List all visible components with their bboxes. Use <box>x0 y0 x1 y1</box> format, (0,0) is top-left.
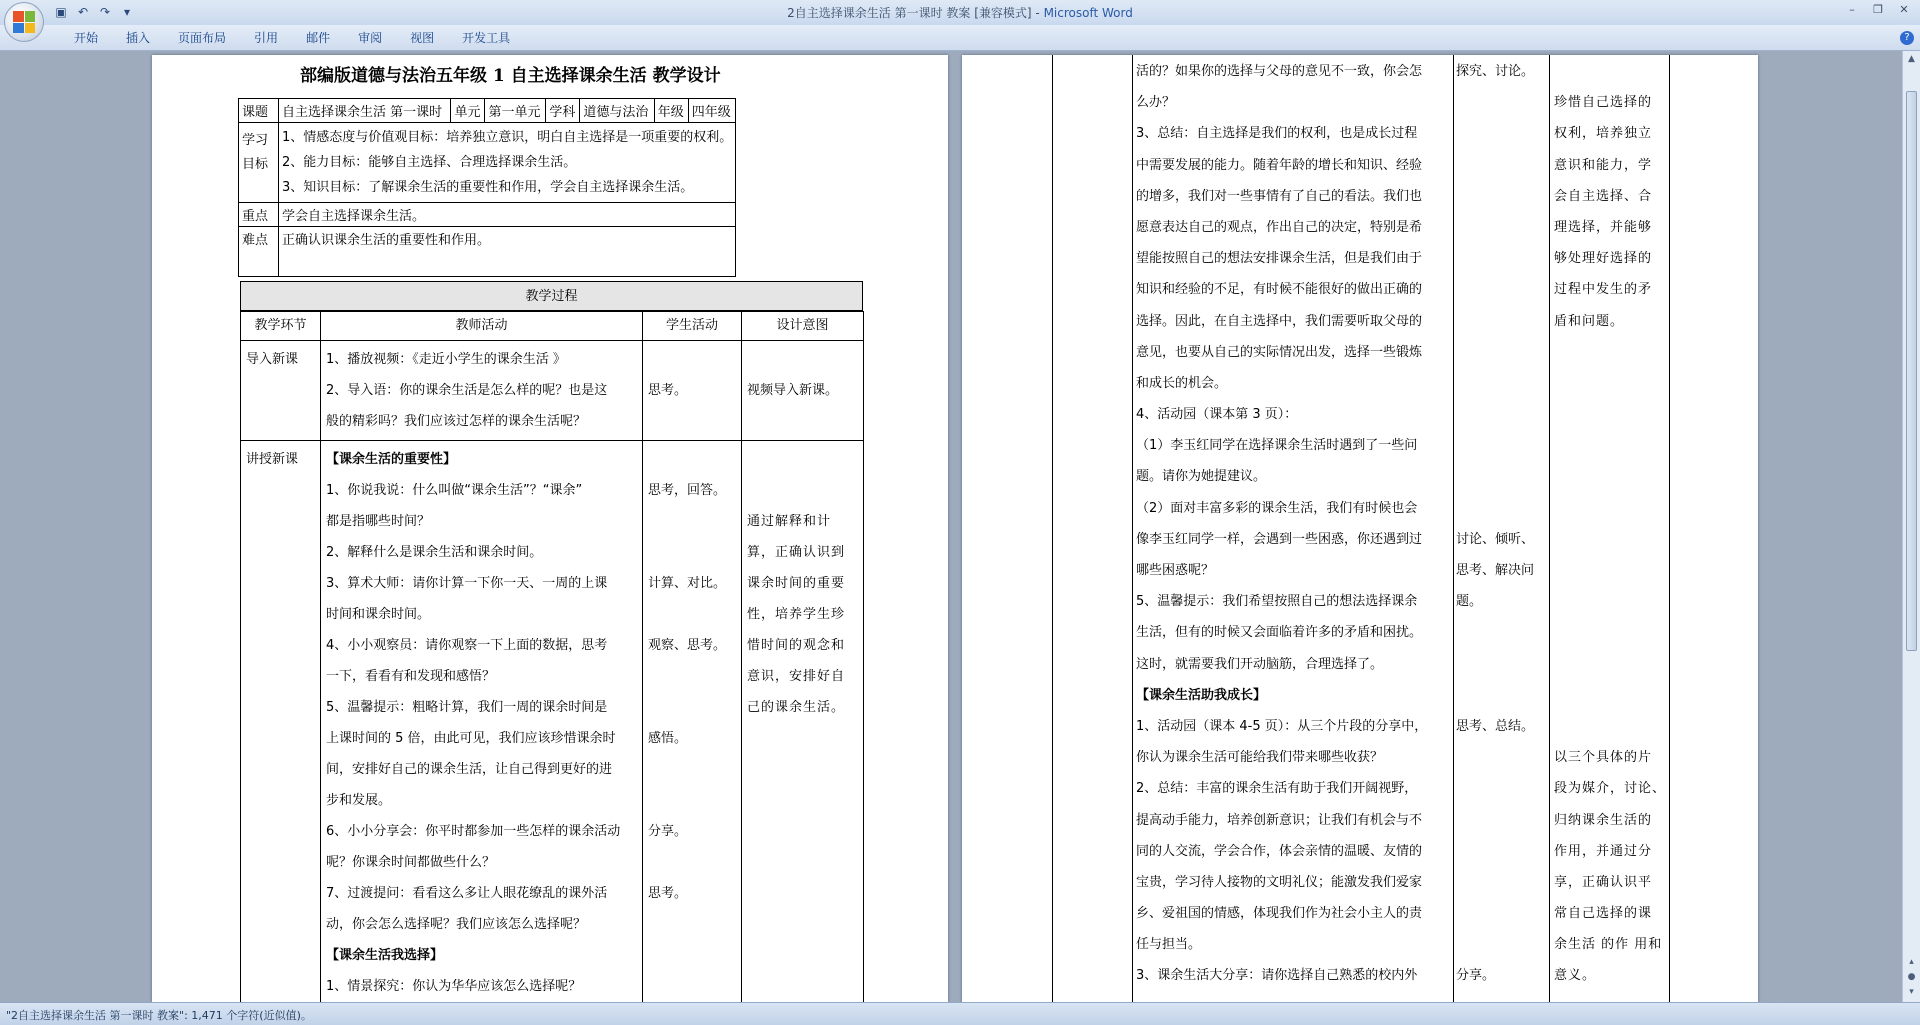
text-line: 权利，培养独立 <box>1554 126 1653 142</box>
text-line <box>747 971 858 1002</box>
text-line <box>1554 337 1666 368</box>
text-line: （1）李玉红同学在选择课余生活时遇到了一些问 <box>1136 438 1418 454</box>
text-line: 你认为课余生活可能给我们带来哪些收获？ <box>1136 750 1384 766</box>
select-browse-icon[interactable]: ● <box>1907 972 1916 982</box>
text-line: 4、小小观察员：请你观察一下上面的数据，思考 <box>326 638 608 653</box>
column-header: 设计意图 <box>742 312 864 341</box>
text-line <box>1554 461 1666 492</box>
text-line: 3、算术大师：请你计算一下你一天、一周的上课 <box>326 576 608 591</box>
teacher-column <box>1136 56 1451 992</box>
teacher-cell <box>321 441 643 1003</box>
text-line: 理选择，并能够 <box>1554 219 1653 235</box>
scroll-thumb[interactable] <box>1906 91 1917 651</box>
text-line <box>1554 56 1666 87</box>
tab-review[interactable]: 审阅 <box>358 31 383 45</box>
text-line: 同的人交流，学会合作，体会亲情的温暖、友情的 <box>1136 843 1423 859</box>
text-line: 4、活动园（课本第 3 页）： <box>1136 407 1298 423</box>
text-line: 3、课余生活大分享：请你选择自己熟悉的校内外 <box>1136 968 1418 984</box>
text-line: 3、总结：自主选择是我们的权利，也是成长过程 <box>1136 126 1418 142</box>
text-line <box>1456 493 1548 524</box>
intent-column <box>1554 56 1666 992</box>
text-line: 1、活动园（课本 4-5 页）：从三个片段的分享中， <box>1136 718 1428 734</box>
tab-insert[interactable]: 插入 <box>126 31 151 45</box>
text-line <box>1456 898 1548 929</box>
text-line: 课余时间的重要 <box>747 576 846 591</box>
text-line: 讨论、倾听、 <box>1456 531 1535 547</box>
table-border <box>1669 55 1670 1002</box>
text-line: 享，正确认识平 <box>1554 874 1653 890</box>
text-line: 意见，也要从自己的实际情况出发，选择一些锻炼 <box>1136 344 1423 360</box>
table-row <box>241 341 864 441</box>
column-header: 教师活动 <box>321 312 643 341</box>
text-line: 归纳课余生活的 <box>1554 812 1653 828</box>
text-line: 2、解释什么是课余生活和课余时间。 <box>326 545 543 560</box>
text-line: 选择。因此，在自主选择中，我们需要听取父母的 <box>1136 313 1423 329</box>
text-line: 任与担当。 <box>1136 937 1202 953</box>
text-line: 常自己选择的课 <box>1554 906 1653 922</box>
text-line <box>648 661 736 692</box>
text-line <box>648 847 736 878</box>
teacher-cell <box>321 341 643 441</box>
close-icon[interactable]: ✕ <box>1899 3 1909 16</box>
scroll-up-icon[interactable]: ▲ <box>1908 54 1915 64</box>
text-line <box>1456 337 1548 368</box>
text-line: 思考，回答。 <box>648 483 727 498</box>
text-line: 【课余生活助我成长】 <box>1136 687 1267 703</box>
key-text: 学会自主选择课余生活。 <box>279 203 736 227</box>
text-line: 5、温馨提示：我们希望按照自己的想法选择课余 <box>1136 594 1418 610</box>
text-line <box>1456 867 1548 898</box>
ribbon <box>0 25 1920 51</box>
text-line <box>648 406 736 437</box>
text-line: 知识和经验的不足，有时候不能很好的做出正确的 <box>1136 282 1423 298</box>
text-line <box>1554 368 1666 399</box>
text-line <box>747 816 858 847</box>
text-line: 惜时间的观念和 <box>747 638 846 653</box>
goal-line: 3、知识目标：了解课余生活的重要性和作用，学会自主选择课余生活。 <box>282 180 694 195</box>
title-bar <box>0 0 1920 25</box>
window-title: 2自主选择课余生活 第一课时 教案 [兼容模式] - Microsoft Word <box>787 6 1133 20</box>
document-page-1[interactable] <box>152 55 948 1002</box>
text-line <box>648 909 736 940</box>
window-controls <box>1844 2 1912 18</box>
text-line: 够处理好选择的 <box>1554 251 1653 267</box>
tab-page-layout[interactable]: 页面布局 <box>178 31 227 45</box>
text-line: 过程中发生的矛 <box>1554 282 1653 298</box>
help-icon[interactable]: ? <box>1900 31 1914 45</box>
text-line <box>1456 680 1548 711</box>
text-line <box>747 940 858 971</box>
process-table <box>240 311 864 1002</box>
text-line: 分享。 <box>1456 968 1496 984</box>
value-cell: 四年级 <box>688 99 736 123</box>
text-line <box>1554 430 1666 461</box>
text-line: 么办？ <box>1136 95 1176 111</box>
text-line: 愿意表达自己的观点，作出自己的决定，特别是希 <box>1136 219 1423 235</box>
text-line: 哪些困惑呢？ <box>1136 563 1215 578</box>
text-line <box>648 344 736 375</box>
tab-references[interactable]: 引用 <box>254 31 279 45</box>
text-line: 以三个具体的片 <box>1554 750 1653 766</box>
value-cell: 自主选择课余生活 第一课时 <box>279 99 451 123</box>
text-line: 思考。 <box>648 886 688 901</box>
text-line: 视频导入新课。 <box>747 383 839 398</box>
text-line: 余生活 的作 用和 <box>1554 937 1663 953</box>
text-line: 上课时间的 5 倍，由此可见，我们应该珍惜课余时 <box>326 731 616 746</box>
text-line: 和成长的机会。 <box>1136 375 1228 391</box>
text-line: 算，正确认识到 <box>747 545 846 560</box>
text-line <box>1456 773 1548 804</box>
text-line <box>1456 742 1548 773</box>
label-cell: 课题 <box>239 99 279 123</box>
value-cell: 道德与法治 <box>580 99 654 123</box>
text-line: 性，培养学生珍 <box>747 607 846 622</box>
status-bar <box>0 1002 1920 1025</box>
text-line <box>1456 399 1548 430</box>
table-row <box>239 203 736 227</box>
table-row <box>241 312 864 341</box>
document-area <box>0 51 1902 1002</box>
restore-icon[interactable]: ❐ <box>1873 3 1883 16</box>
text-line <box>1554 524 1666 555</box>
text-line: 乡、爱祖国的情感，体现我们作为社会小主人的责 <box>1136 906 1423 922</box>
text-line <box>1456 461 1548 492</box>
text-line <box>1456 805 1548 836</box>
text-line <box>648 754 736 785</box>
text-line <box>1456 836 1548 867</box>
text-line <box>1554 493 1666 524</box>
text-line <box>1456 274 1548 305</box>
undo-icon[interactable]: ↶ <box>77 5 89 19</box>
text-line: 中需要发展的能力。随着年龄的增长和知识、经验 <box>1136 157 1423 173</box>
difficulty-text: 正确认识课余生活的重要性和作用。 <box>279 227 736 277</box>
text-line: 盾和问题。 <box>1554 313 1625 329</box>
text-line: 5、温馨提示：粗略计算，我们一周的课余时间是 <box>326 700 608 715</box>
text-line: （2）面对丰富多彩的课余生活，我们有时候也会 <box>1136 500 1418 516</box>
text-line <box>1554 711 1666 742</box>
goal-line: 1、情感态度与价值观目标：培养独立意识，明白自主选择是一项重要的权利。 <box>282 130 733 145</box>
text-line <box>1554 399 1666 430</box>
table-border <box>1052 55 1053 1002</box>
text-line <box>747 785 858 816</box>
document-title: 部编版道德与法治五年级 1 自主选择课余生活 教学设计 <box>300 66 721 86</box>
label-cell: 年级 <box>654 99 688 123</box>
text-line <box>747 847 858 878</box>
goals-label: 学习目标 <box>239 123 279 203</box>
text-line: 【课余生活我选择】 <box>326 948 444 963</box>
table-border <box>1453 55 1454 1002</box>
text-line: 2、总结：丰富的课余生活有助于我们开阔视野， <box>1136 781 1418 797</box>
text-line: 珍惜自己选择的 <box>1554 95 1653 111</box>
stage-cell: 讲授新课 <box>241 441 321 1003</box>
student-cell <box>643 441 742 1003</box>
text-line <box>1456 929 1548 960</box>
tab-mailings[interactable]: 邮件 <box>306 31 331 45</box>
column-header: 学生活动 <box>643 312 742 341</box>
table-row <box>239 123 736 203</box>
text-line: 题。请你为她提建议。 <box>1136 469 1267 485</box>
student-column <box>1456 56 1548 992</box>
table-border <box>1549 55 1550 1002</box>
text-line <box>1456 617 1548 648</box>
text-line: 宝贵，学习待人接物的文明礼仪；能激发我们爱家 <box>1136 874 1423 890</box>
text-line <box>648 537 736 568</box>
customize-qat-icon[interactable]: ▾ <box>123 5 131 19</box>
text-line: 作用，并通过分 <box>1554 843 1653 859</box>
text-line: 【课余生活的重要性】 <box>326 452 457 467</box>
text-line <box>1456 306 1548 337</box>
column-header: 教学环节 <box>241 312 321 341</box>
text-line <box>1456 430 1548 461</box>
vertical-scrollbar[interactable] <box>1902 51 1920 1002</box>
difficulty-label: 难点 <box>239 227 279 277</box>
text-line <box>747 878 858 909</box>
text-line: 活的？如果你的选择与父母的意见不一致，你会怎 <box>1136 64 1423 79</box>
text-line: 分享。 <box>648 824 688 839</box>
text-line: 望能按照自己的想法安排课余生活，但是我们由于 <box>1136 251 1423 267</box>
text-line: 间，安排好自己的课余生活，让自己得到更好的进 <box>326 762 613 777</box>
text-line <box>747 444 858 475</box>
text-line: 1、情景探究：你认为华华应该怎么选择呢？ <box>326 979 582 994</box>
text-line: 观察、思考。 <box>648 638 727 653</box>
lesson-info-table <box>238 98 736 277</box>
text-line: 己的课余生活。 <box>747 700 846 715</box>
text-line <box>1456 649 1548 680</box>
table-row <box>239 99 736 123</box>
table-border <box>1132 55 1133 1002</box>
text-line <box>648 692 736 723</box>
text-line: 通过解释和计 <box>747 514 832 529</box>
text-line: 的增多，我们对一些事情有了自己的看法。我们也 <box>1136 188 1423 204</box>
text-line <box>747 754 858 785</box>
label-cell: 学科 <box>546 99 580 123</box>
text-line: 7、过渡提问：看看这么多让人眼花缭乱的课外活 <box>326 886 608 901</box>
text-line <box>747 406 858 437</box>
text-line: 计算、对比。 <box>648 576 727 591</box>
text-line <box>1456 118 1548 149</box>
minimize-icon[interactable]: – <box>1849 3 1855 16</box>
text-line <box>1456 150 1548 181</box>
text-line: 会自主选择、合 <box>1554 188 1653 204</box>
next-page-icon[interactable]: ▾ <box>1909 987 1914 997</box>
text-line: 思考。 <box>648 383 688 398</box>
text-line: 生活，但有的时候又会面临着许多的矛盾和困扰。 <box>1136 625 1423 641</box>
text-line: 意识，安排好自 <box>747 669 846 684</box>
redo-icon[interactable]: ↷ <box>99 5 111 19</box>
text-line: 题。 <box>1456 594 1483 610</box>
text-line: 呢？你课余时间都做些什么？ <box>326 855 496 870</box>
text-line: 探究、讨论。 <box>1456 64 1535 79</box>
text-line: 般的精彩吗？我们应该过怎样的课余生活呢？ <box>326 414 587 429</box>
office-logo-icon <box>13 11 35 33</box>
text-line <box>747 909 858 940</box>
text-line <box>648 785 736 816</box>
document-page-2[interactable] <box>962 55 1758 1002</box>
goal-line: 2、能力目标：能够自主选择、合理选择课余生活。 <box>282 155 577 170</box>
text-line: 1、播放视频：《走近小学生的课余生活 》 <box>326 352 566 367</box>
student-cell <box>643 341 742 441</box>
table-row <box>241 441 864 1003</box>
text-line: 段为媒介，讨论、 <box>1554 781 1667 797</box>
text-line <box>1456 243 1548 274</box>
text-line: 1、你说我说：什么叫做“课余生活”？“课余” <box>326 483 583 498</box>
text-line <box>1456 212 1548 243</box>
process-header: 教学过程 <box>240 281 863 311</box>
text-line: 意义。 <box>1554 968 1597 984</box>
goals-cell <box>279 123 736 203</box>
text-line <box>747 344 858 375</box>
text-line: 时间和课余时间。 <box>326 607 431 622</box>
value-cell: 第一单元 <box>485 99 546 123</box>
prev-page-icon[interactable]: ▴ <box>1909 957 1914 967</box>
text-line: 2、导入语：你的课余生活是怎么样的呢？也是这 <box>326 383 608 398</box>
text-line <box>1554 555 1666 586</box>
text-line <box>648 444 736 475</box>
text-line <box>1554 617 1666 648</box>
key-label: 重点 <box>239 203 279 227</box>
text-line <box>1456 368 1548 399</box>
text-line <box>1554 649 1666 680</box>
stage-cell: 导入新课 <box>241 341 321 441</box>
text-line <box>1456 87 1548 118</box>
text-line <box>1456 181 1548 212</box>
text-line <box>1554 586 1666 617</box>
label-cell: 单元 <box>451 99 485 123</box>
office-button[interactable] <box>4 2 44 42</box>
text-line: 思考、解决问 <box>1456 563 1535 578</box>
tab-developer[interactable]: 开发工具 <box>462 31 511 45</box>
text-line: 意识和能力，学 <box>1554 157 1653 173</box>
text-line <box>648 940 736 971</box>
text-line <box>648 599 736 630</box>
text-line <box>747 475 858 506</box>
text-line: 一下，看看有和发现和感悟？ <box>326 669 496 684</box>
text-line: 这时，就需要我们开动脑筋，合理选择了。 <box>1136 656 1384 672</box>
intent-cell <box>742 441 864 1003</box>
tab-home[interactable]: 开始 <box>74 31 99 45</box>
text-line <box>648 506 736 537</box>
tab-view[interactable]: 视图 <box>410 31 435 45</box>
text-line <box>1554 680 1666 711</box>
text-line: 6、小小分享会：你平时都参加一些怎样的课余活动 <box>326 824 621 839</box>
text-line: 动，你会怎么选择呢？我们应该怎么选择呢？ <box>326 917 587 932</box>
text-line: 感悟。 <box>648 731 688 746</box>
text-line <box>648 971 736 1002</box>
text-line: 步和发展。 <box>326 793 392 808</box>
status-text: "2自主选择课余生活 第一课时 教案": 1,471 个字符(近似值)。 <box>6 1009 312 1022</box>
text-line: 提高动手能力，培养创新意识；让我们有机会与不 <box>1136 812 1423 828</box>
text-line: 都是指哪些时间？ <box>326 514 431 529</box>
intent-cell <box>742 341 864 441</box>
save-icon[interactable]: ▣ <box>55 5 67 19</box>
text-line <box>747 723 858 754</box>
text-line: 像李玉红同学一样，会遇到一些困惑，你还遇到过 <box>1136 531 1423 547</box>
text-line: 思考、总结。 <box>1456 718 1535 734</box>
table-row <box>239 227 736 277</box>
